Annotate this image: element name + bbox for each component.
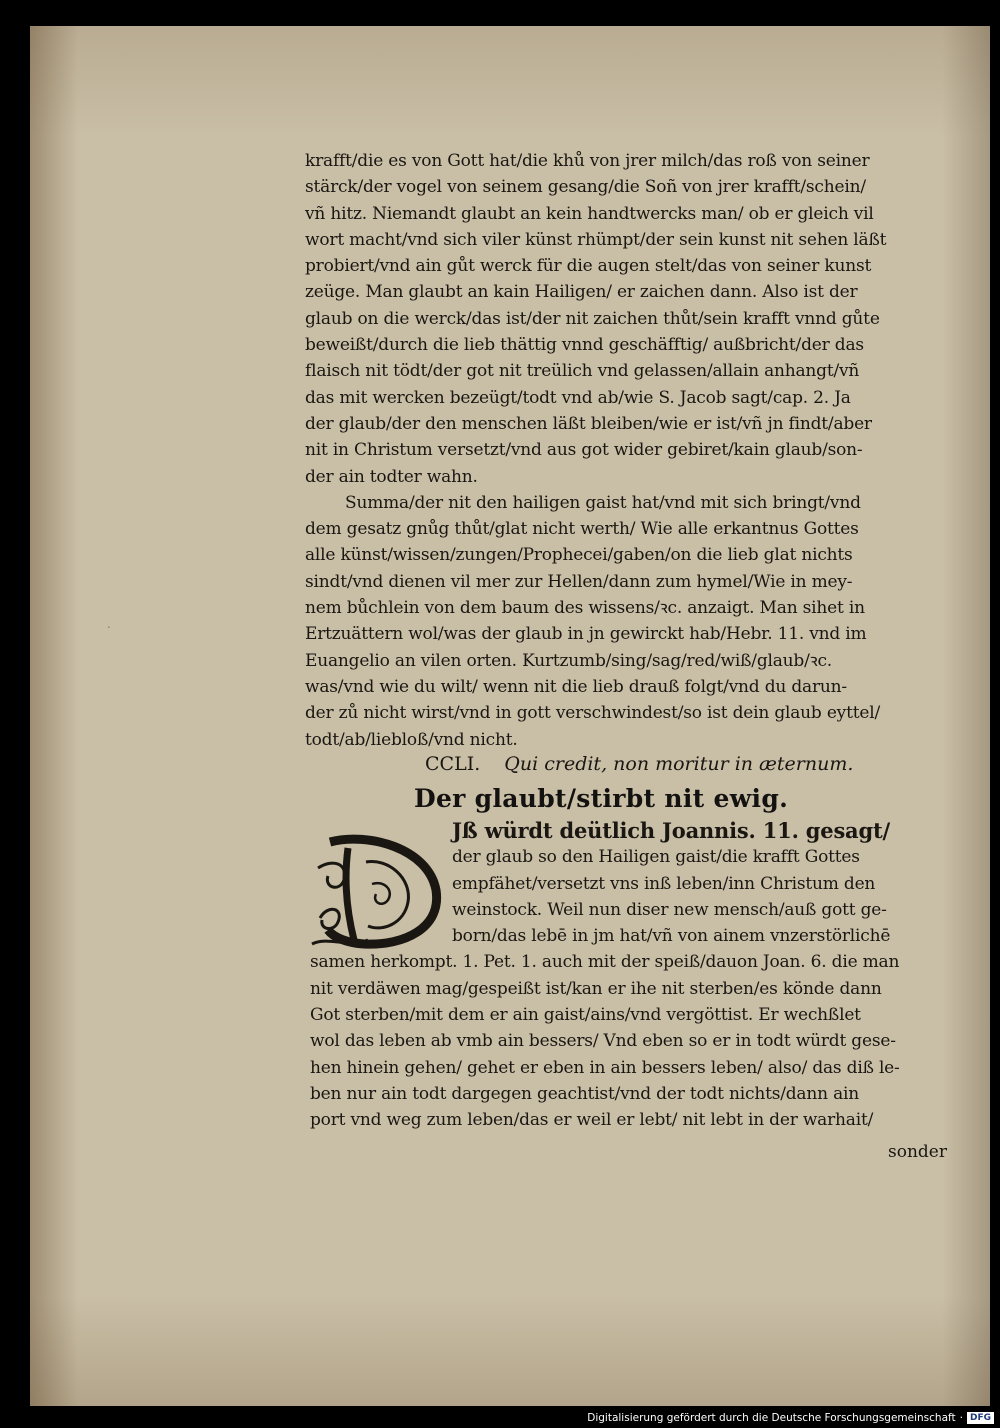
text-line: weinstock. Weil nun diser new mensch/auß gott ge-	[452, 899, 887, 920]
paragraph-1	[305, 148, 963, 490]
paragraph-3-beside-initial	[310, 818, 960, 949]
text-line: wort macht/vnd sich viler künst rhümpt/der sein kunst nit sehen läßt	[305, 229, 887, 250]
text-line: beweißt/durch die lieb thättig vnnd geschäfftig/ außbricht/der das	[305, 335, 864, 356]
text-line: der glaub so den Hailigen gaist/die krafft Gottes	[452, 847, 860, 868]
text-line: port vnd weg zum leben/das er weil er lebt/ nit lebt in der warhait/	[310, 1110, 874, 1131]
text-line: krafft/die es von Gott hat/die khů von jrer milch/das roß von seiner	[305, 151, 870, 171]
text-line: alle künst/wissen/zungen/Prophecei/gaben/on die lieb glat nichts	[305, 545, 853, 566]
text-line: todt/ab/liebloß/vnd nicht.	[305, 729, 518, 750]
section-title: Der glaubt/stirbt nit ewig.	[414, 784, 789, 813]
text-line: dem gesatz gnůg thůt/glat nicht werth/ Wie alle erkantnus Gottes	[305, 519, 859, 540]
text-line: flaisch nit tödt/der got nit treülich vnd gelassen/allain anhangt/vñ	[305, 361, 860, 382]
text-line: nit verdäwen mag/gespeißt ist/kan er ihe nit sterben/es könde dann	[310, 978, 882, 999]
section-heading-latin	[425, 753, 853, 775]
text-line: samen herkompt. 1. Pet. 1. auch mit der speiß/dauon Joan. 6. die man	[310, 952, 900, 973]
text-line: glaub on die werck/das ist/der nit zaichen thůt/sein krafft vnnd gůte	[305, 308, 880, 329]
text-line: Summa/der nit den hailigen gaist hat/vnd mit sich bringt/vnd	[345, 492, 861, 513]
dfg-logo-icon: DFG	[967, 1412, 994, 1424]
text-line: wol das leben ab vmb ain bessers/ Vnd eben so er in todt würdt gese-	[310, 1031, 896, 1052]
text-line: stärck/der vogel von seinem gesang/die Soñ von jrer krafft/schein/	[305, 177, 866, 198]
text-line: empfähet/versetzt vns inß leben/inn Christum den	[452, 873, 876, 894]
footer-credit-text: Digitalisierung gefördert durch die Deutsche Forschungsgemeinschaft	[587, 1412, 956, 1424]
text-line: der glaub/der den menschen läßt bleiben/wie er ist/vñ jn findt/aber	[305, 413, 872, 434]
text-line: Got sterben/mit dem er ain gaist/ains/vnd vergöttist. Er wechßlet	[310, 1005, 861, 1026]
text-line: zeüge. Man glaubt an kain Hailigen/ er zaichen dann. Also ist der	[305, 282, 858, 303]
section-number: CCLI.	[425, 753, 481, 775]
digitization-footer	[587, 1410, 994, 1426]
text-line: nem bůchlein von dem baum des wissens/ꝛc. anzaigt. Man sihet in	[305, 598, 865, 619]
footer-separator: ·	[959, 1412, 963, 1424]
section-latin-motto: Qui credit, non moritur in æternum.	[504, 753, 854, 775]
text-line: vñ hitz. Niemandt glaubt an kein handtwercks man/ ob er gleich vil	[305, 203, 874, 224]
text-line: nit in Christum versetzt/vnd aus got wider gebiret/kain glaub/son-	[305, 440, 863, 461]
text-line: der zů nicht wirst/vnd in gott verschwindest/so ist dein glaub eyttel/	[305, 703, 880, 724]
text-block-lower	[310, 818, 960, 1134]
text-line: hen hinein gehen/ gehet er eben in ain bessers leben/ also/ das diß le-	[310, 1057, 900, 1078]
text-block-upper	[305, 148, 963, 753]
text-line: ben nur ain todt dargegen geachtist/vnd der todt nichts/dann ain	[310, 1083, 859, 1104]
text-line: Jß würdt deütlich Joannis. 11. gesagt/	[452, 818, 890, 843]
catchword: sonder	[888, 1142, 947, 1162]
paragraph-2	[305, 490, 963, 753]
text-line: Euangelio an vilen orten. Kurtzumb/sing/sag/red/wiß/glaub/ꝛc.	[305, 650, 833, 671]
text-line: das mit wercken bezeügt/todt vnd ab/wie S. Jacob sagt/cap. 2. Ja	[305, 387, 851, 408]
text-line: probiert/vnd ain gůt werck für die augen stelt/das von seiner kunst	[305, 256, 872, 277]
text-line: was/vnd wie du wilt/ wenn nit die lieb drauß folgt/vnd du darun-	[305, 676, 847, 697]
text-line: sindt/vnd dienen vil mer zur Hellen/dann zum hymel/Wie in mey-	[305, 571, 853, 592]
text-line: Ertzuättern wol/was der glaub in jn gewirckt hab/Hebr. 11. vnd im	[305, 624, 867, 645]
text-line: born/das lebē in jm hat/vñ von ainem vnzerstörlichē	[452, 926, 891, 947]
paragraph-3	[310, 949, 960, 1133]
text-line: der ain todter wahn.	[305, 466, 478, 487]
initial-letter: D	[108, 627, 110, 629]
